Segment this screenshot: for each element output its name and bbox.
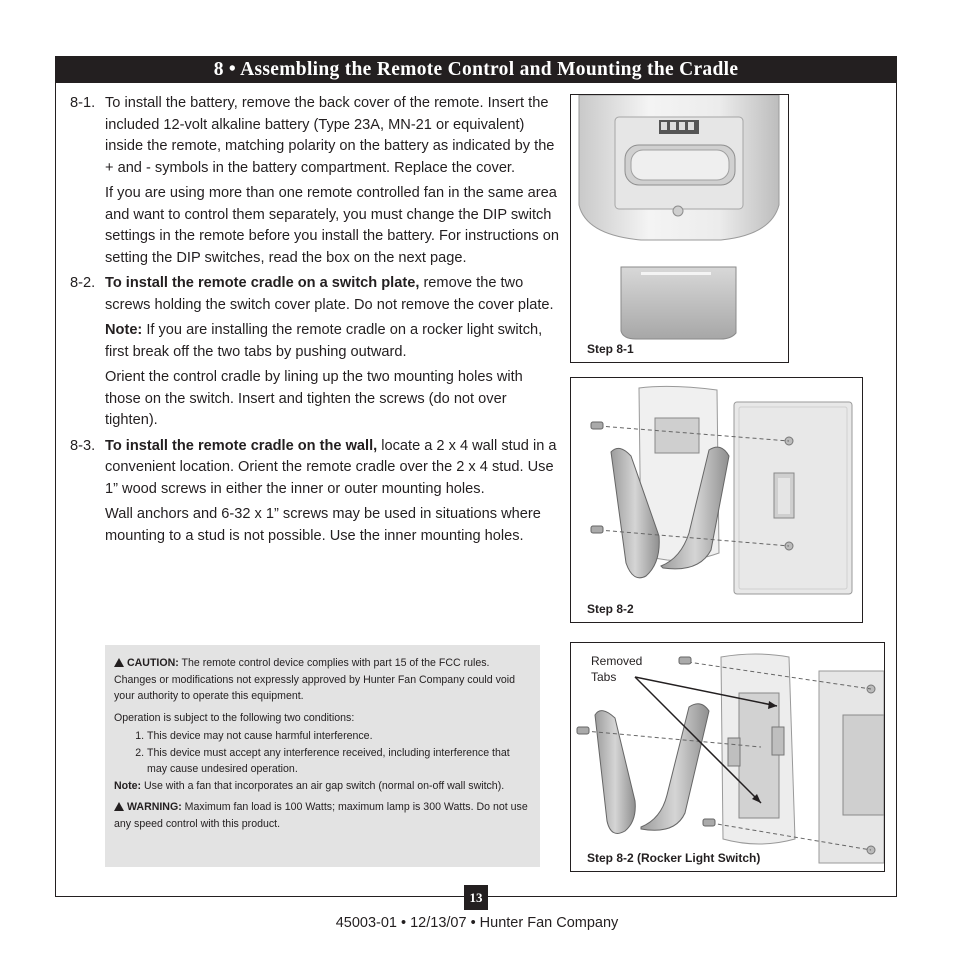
- conditions-intro: Operation is subject to the following two conditions:: [114, 711, 355, 724]
- condition-item: 1. This device may not cause harmful interference.: [147, 728, 530, 745]
- figure-step-8-2: [570, 377, 863, 623]
- step-number: 8-3.: [70, 437, 96, 454]
- remote-battery-illustration: [571, 95, 788, 362]
- step-8-3-paragraph-2: Wall anchors and 6-32 x 1” screws may be used in situations where mounting to a stud is not possible. Use the inner mounting holes.: [105, 506, 541, 544]
- warning-paragraph: [114, 799, 530, 832]
- step-8-1-paragraph-2: If you are using more than one remote controlled fan in the same area and want to control them separately, you must change the DIP switch settings in the remote before you install the battery. For instructions on setting the DIP switches, read the box on the next page.: [105, 185, 559, 266]
- note-paragraph: [114, 778, 530, 795]
- caution-paragraph: [114, 655, 530, 705]
- warning-text: Maximum fan load is 100 Watts; maximum lamp is 300 Watts. Do not use any speed control with this product.: [114, 801, 528, 830]
- figure-caption: Step 8-2: [587, 602, 634, 616]
- figure-caption: Step 8-1: [587, 342, 634, 356]
- note-label: Note:: [105, 322, 143, 338]
- figure-step-8-2-rocker: [570, 642, 885, 872]
- step-number: 8-2.: [70, 275, 96, 291]
- note-label: Note:: [114, 779, 142, 792]
- section-title: 8 • Assembling the Remote Control and Mounting the Cradle: [55, 56, 897, 83]
- step-heading: To install the remote cradle on a switch plate,: [105, 275, 420, 291]
- caution-label: CAUTION:: [127, 657, 179, 669]
- step-text: locate a 2 x 4 wall stud in a convenient location. Orient the remote cradle over the 2 x 4 stud. Use 1” wood screws in either the inner or outer mounting holes.: [105, 437, 557, 497]
- instructions: [70, 93, 562, 551]
- removed-tabs-label: [591, 653, 642, 685]
- note-text: If you are installing the remote cradle on a rocker light switch, first break off the two tabs by pushing outward.: [105, 322, 543, 360]
- caution-box: [105, 645, 540, 867]
- warning-triangle-icon: [114, 658, 124, 667]
- conditions-list: [114, 728, 530, 778]
- step-8-1: [70, 93, 562, 179]
- figure-step-8-1: [570, 94, 789, 363]
- warning-label: WARNING:: [127, 801, 182, 813]
- step-8-2: [70, 273, 562, 316]
- note-text: Use with a fan that incorporates an air gap switch (normal on-off wall switch).: [141, 779, 505, 792]
- removed-tabs-line-1: Removed: [591, 654, 643, 668]
- page-footer: 45003-01 • 12/13/07 • Hunter Fan Company: [335, 915, 619, 931]
- cradle-switch-plate-illustration: [571, 378, 862, 622]
- caution-text: The remote control device complies with part 15 of the FCC rules. Changes or modifications not expressly approved by Hunter Fan Company could void your authority to operate this equipment.: [114, 657, 516, 702]
- condition-item: 2. This device must accept any interference received, including interference that may cause undesired operation.: [147, 745, 530, 778]
- figure-caption: Step 8-2 (Rocker Light Switch): [587, 851, 761, 865]
- step-text: remove the two screws holding the switch cover plate. Do not remove the cover plate.: [105, 275, 554, 313]
- step-8-3: [70, 436, 562, 501]
- step-heading: To install the remote cradle on the wall,: [105, 437, 378, 454]
- step-text: To install the battery, remove the back cover of the remote. Insert the included 12-volt alkaline battery (Type 23A, MN-21 or equivalent) inside the remote, matching polarity on the battery as indicated by the + and - symbols in the battery compartment. Replace the cover.: [105, 95, 555, 176]
- removed-tabs-line-2: Tabs: [591, 670, 617, 684]
- warning-triangle-icon: [114, 802, 124, 811]
- step-8-2-paragraph-3: Orient the control cradle by lining up the two mounting holes with those on the switch. Insert and tighten the screws (do not over tighten).: [105, 369, 523, 428]
- step-number: 8-1.: [70, 95, 96, 111]
- step-8-2-note: [70, 320, 562, 363]
- page-number: 13: [464, 885, 488, 910]
